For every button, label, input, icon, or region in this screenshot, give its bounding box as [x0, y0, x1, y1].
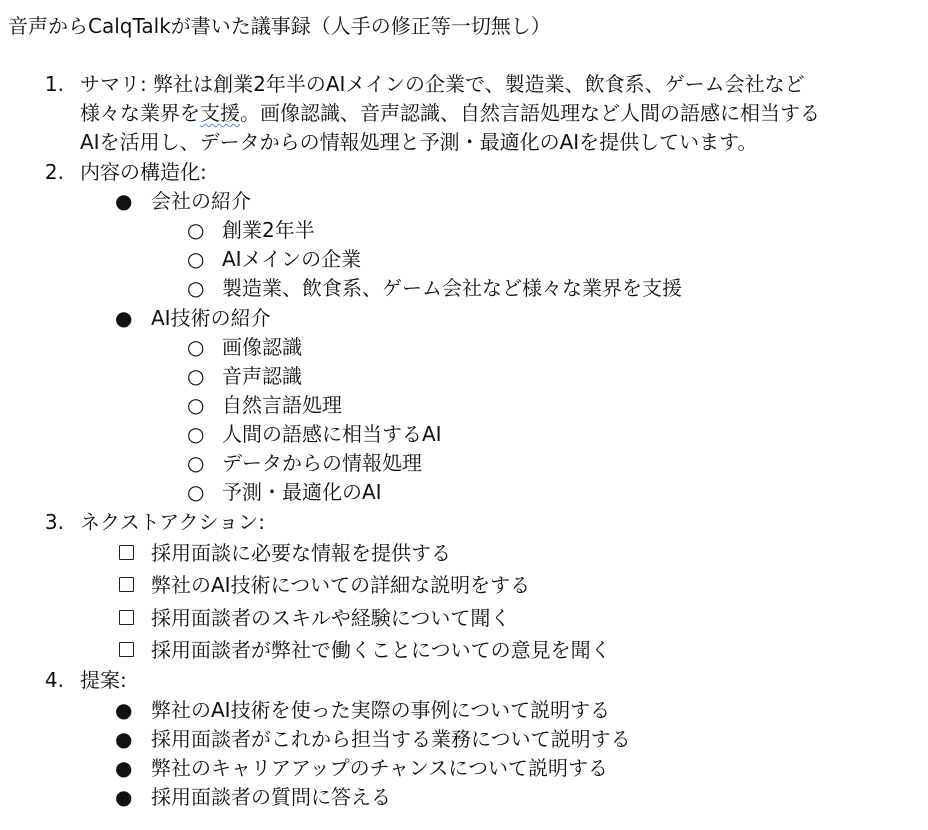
spellcheck-underlined-word[interactable]: 支援 [200, 101, 240, 125]
section-number: 2. [44, 160, 64, 184]
list-item: 製造業、飲食系、ゲーム会社など様々な業界を支援 [222, 276, 682, 300]
checkbox[interactable] [119, 545, 134, 560]
circle-bullet-icon: ○ [187, 247, 205, 271]
summary-line: AIを活用し、データからの情報処理と予測・最適化のAIを提供しています。 [80, 130, 758, 154]
checkbox[interactable] [119, 610, 134, 625]
list-item: データからの情報処理 [222, 451, 422, 475]
circle-bullet-icon: ○ [187, 335, 205, 359]
summary-text: 。画像認識、音声認識、自然言語処理など人間の語感に相当する [240, 101, 820, 125]
circle-bullet-icon: ○ [187, 276, 205, 300]
task-item: 採用面談に必要な情報を提供する [151, 541, 451, 565]
checkbox[interactable] [119, 642, 134, 657]
list-item: 予測・最適化のAI [222, 480, 382, 504]
summary-line [80, 70, 805, 99]
summary-line [80, 99, 820, 128]
bullet-icon: ● [115, 189, 133, 213]
bullet-icon: ● [115, 306, 133, 330]
section-number: 1. [44, 72, 64, 96]
section-heading: 提案: [80, 668, 127, 692]
circle-bullet-icon: ○ [187, 218, 205, 242]
task-item: 採用面談者のスキルや経験について聞く [151, 606, 511, 630]
summary-text: 様々な業界を [80, 101, 200, 125]
task-item: 採用面談者が弊社で働くことについての意見を聞く [151, 638, 611, 662]
list-item: 音声認識 [222, 364, 302, 388]
section-heading: ネクストアクション: [80, 510, 265, 534]
bullet-icon: ● [115, 756, 133, 780]
list-item: 自然言語処理 [222, 393, 342, 417]
bullet-icon: ● [115, 785, 133, 809]
list-item: 弊社のキャリアアップのチャンスについて説明する [151, 756, 608, 780]
circle-bullet-icon: ○ [187, 422, 205, 446]
section-heading: サマリ: [80, 72, 147, 96]
list-item: 会社の紹介 [151, 189, 251, 213]
list-item: 採用面談者の質問に答える [151, 785, 391, 809]
section-number: 3. [44, 510, 64, 534]
circle-bullet-icon: ○ [187, 364, 205, 388]
bullet-icon: ● [115, 698, 133, 722]
list-item: 画像認識 [222, 335, 302, 359]
list-item: 創業2年半 [222, 218, 315, 242]
checkbox[interactable] [119, 577, 134, 592]
list-item: 弊社のAI技術を使った実際の事例について説明する [151, 698, 611, 722]
list-item: AIメインの企業 [222, 247, 362, 271]
list-item: AI技術の紹介 [151, 306, 271, 330]
circle-bullet-icon: ○ [187, 451, 205, 475]
circle-bullet-icon: ○ [187, 393, 205, 417]
list-item: 人間の語感に相当するAI [222, 422, 442, 446]
circle-bullet-icon: ○ [187, 480, 205, 504]
bullet-icon: ● [115, 727, 133, 751]
list-item: 採用面談者がこれから担当する業務について説明する [151, 727, 631, 751]
summary-text: 弊社は創業2年半のAIメインの企業で、製造業、飲食系、ゲーム会社など [153, 72, 805, 96]
task-item: 弊社のAI技術についての詳細な説明をする [151, 573, 531, 597]
section-number: 4. [44, 668, 64, 692]
document-title: 音声からCalqTalkが書いた議事録（人手の修正等一切無し） [8, 14, 551, 38]
section-heading: 内容の構造化: [80, 160, 207, 184]
